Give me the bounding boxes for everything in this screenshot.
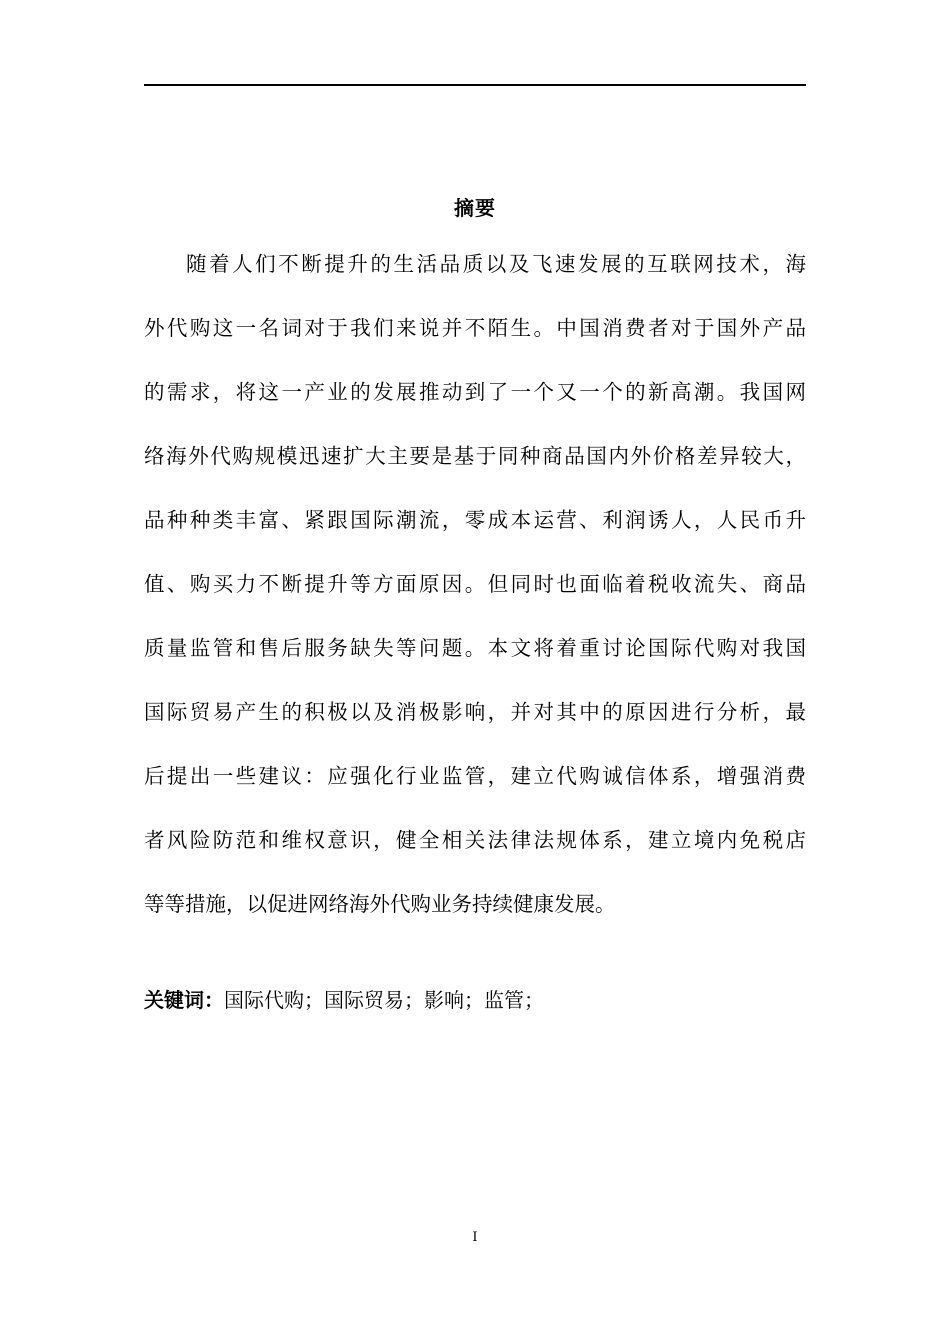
abstract-line: 等等措施，以促进网络海外代购业务持续健康发展。 [144, 892, 616, 916]
abstract-line: 者风险防范和维权意识，健全相关法律法规体系，建立境内免税店 [144, 828, 806, 852]
abstract-line: 品种种类丰富、紧跟国际潮流，零成本运营、利润诱人，人民币升 [144, 508, 806, 532]
abstract-line: 国际贸易产生的积极以及消极影响，并对其中的原因进行分析，最 [144, 700, 806, 724]
keywords-label: 关键词： [144, 988, 224, 1012]
abstract-title: 摘要 [454, 196, 496, 220]
abstract-line: 络海外代购规模迅速扩大主要是基于同种商品国内外价格差异较大， [144, 444, 806, 468]
abstract-line: 随着人们不断提升的生活品质以及飞速发展的互联网技术，海 [186, 252, 806, 276]
abstract-body [144, 246, 806, 950]
abstract-line: 后提出一些建议：应强化行业监管，建立代购诚信体系，增强消费 [144, 764, 806, 788]
abstract-line: 外代购这一名词对于我们来说并不陌生。中国消费者对于国外产品 [144, 316, 806, 340]
page-number: I [472, 1230, 478, 1245]
keywords [144, 982, 806, 1018]
keywords-value: 国际代购；国际贸易；影响；监管； [224, 988, 544, 1012]
abstract-line: 值、购买力不断提升等方面原因。但同时也面临着税收流失、商品 [144, 572, 806, 596]
header-rule [144, 84, 806, 86]
abstract-line: 的需求，将这一产业的发展推动到了一个又一个的新高潮。我国网 [144, 380, 806, 404]
abstract-line: 质量监管和售后服务缺失等问题。本文将着重讨论国际代购对我国 [144, 636, 806, 660]
